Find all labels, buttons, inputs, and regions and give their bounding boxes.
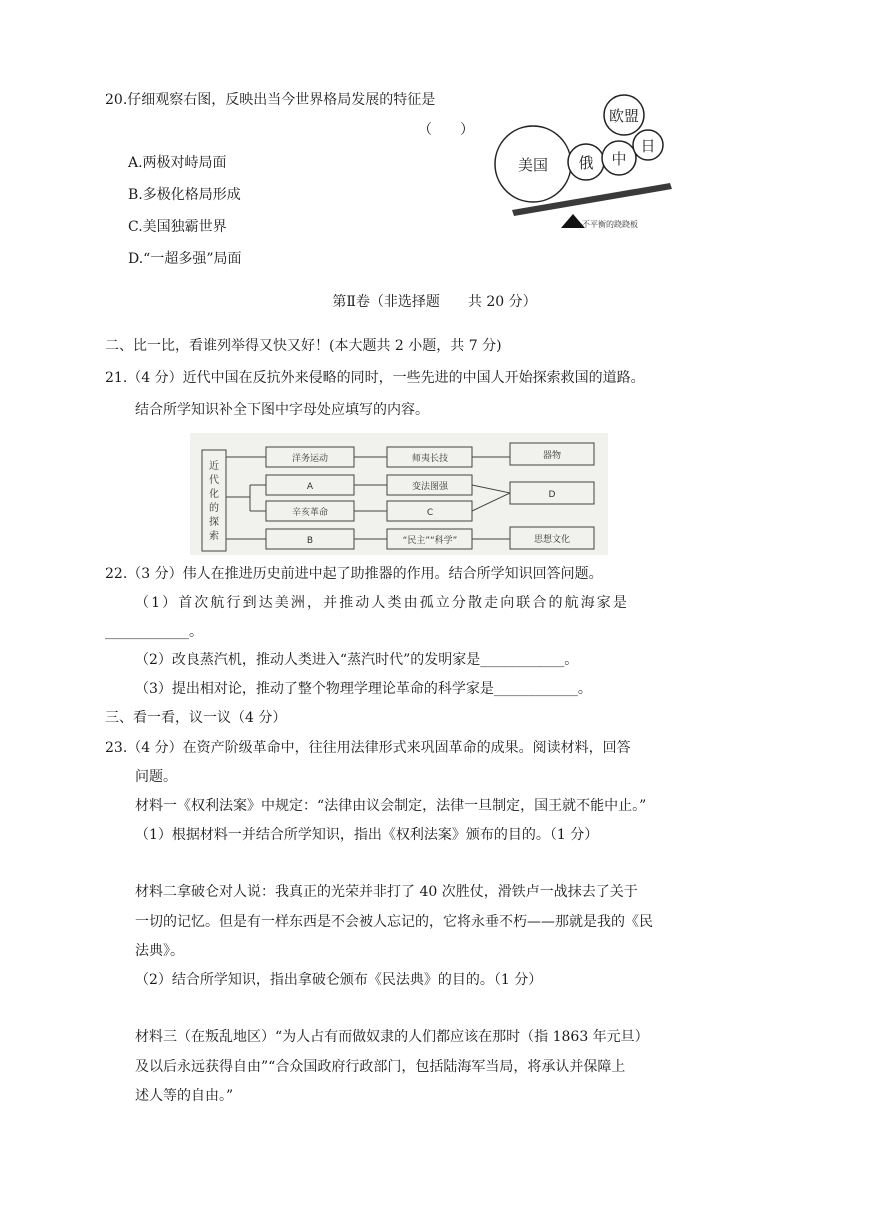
seesaw-figure [485,88,685,238]
q23-stem-line1: 23.（4 分）在资产阶级革命中，往往用法律形式来巩固革命的成果。阅读材料，回答 [105,740,631,756]
q23-question1: （1）根据材料一并结合所学知识，指出《权利法案》颁布的目的。（1 分） [135,827,599,843]
q20-stem: 20.仔细观察右图，反映出当今世界格局发展的特征是 [105,92,436,108]
q22-stem: 22.（3 分）伟人在推进历史前进中起了助推器的作用。结合所学知识回答问题。 [105,566,603,582]
q23-material2-line2: 一切的记忆。但是有一样东西是不会被人忘记的，它将永垂不朽——那就是我的《民 [135,914,653,930]
part2-title: 第Ⅱ卷（非选择题 共 20 分） [332,294,537,310]
q20-answer-paren: （ ） [418,122,474,138]
circle-japan-label: 日 [640,137,656,155]
diagram-r1c2: 师夷长技 [411,454,449,464]
q23-material2-line3: 法典》。 [135,943,184,959]
circle-eu-label: 欧盟 [608,107,640,125]
diagram-r1c1: 洋务运动 [291,454,329,464]
q23-question2: （2）结合所学知识，指出拿破仑颁布《民法典》的目的。（1 分） [135,972,543,988]
q23-material1: 材料一《权利法案》中规定：“法律由议会制定，法律一旦制定，国王就不能中止。” [135,798,647,814]
diagram-r4c2: “民主”“科学” [402,536,458,546]
diagram-r2c2: 变法图强 [411,482,449,492]
circle-russia-label: 俄 [578,154,594,172]
q21-diagram [190,433,608,555]
q20-option-b: B.多极化格局形成 [128,187,241,203]
diagram-merge: D [548,490,556,500]
q22-sub1-line2: ____________。 [105,624,203,640]
circle-china-label: 中 [611,150,627,168]
seesaw-caption: 不平衡的跷跷板 [582,220,638,229]
q20-option-c: C.美国独霸世界 [128,219,227,235]
q23-material3-line3: 述人等的自由。” [135,1088,234,1104]
diagram-r3c2: C [426,508,434,518]
q20-option-d: D.“一超多强”局面 [128,251,242,267]
diagram-left-label: 近代化的探索 [209,461,219,542]
q22-sub2: （2）改良蒸汽机，推动人类进入“蒸汽时代”的发明家是____________。 [135,652,579,668]
diagram-r4c1: B [306,536,314,546]
q21-line2: 结合所学知识补全下图中字母处应填写的内容。 [135,402,429,418]
diagram-r3c1: 辛亥革命 [291,508,329,518]
q23-material3-line1: 材料三（在叛乱地区）“为人占有而做奴隶的人们都应该在那时（指 1863 年元旦） [135,1029,649,1045]
diagram-r4c3: 思想文化 [533,535,571,545]
section2-title: 二、比一比，看谁列举得又快又好！(本大题共 2 小题，共 7 分) [105,338,502,354]
diagram-r2c1: A [306,482,314,492]
q22-sub3: （3）提出相对论，推动了整个物理学理论革命的科学家是____________。 [135,681,592,697]
q21-line1: 21.（4 分）近代中国在反抗外来侵略的同时，一些先进的中国人开始探索救国的道路。 [105,370,645,386]
section3-title: 三、看一看，议一议（4 分） [105,710,287,726]
q20-option-a: A.两极对峙局面 [128,155,227,171]
circle-usa-label: 美国 [517,156,549,174]
diagram-r1c3: 器物 [542,451,562,461]
q23-material2-line1: 材料二拿破仑对人说：我真正的光荣并非打了 40 次胜仗，滑铁卢一战抹去了关于 [135,884,638,900]
q23-material3-line2: 及以后永远获得自由”“合众国政府行政部门，包括陆海军当局，将承认并保障上 [135,1059,626,1075]
q22-sub1-line1: （1）首次航行到达美洲，并推动人类由孤立分散走向联合的航海家是 [135,595,630,611]
q23-stem-line2: 问题。 [135,769,177,785]
